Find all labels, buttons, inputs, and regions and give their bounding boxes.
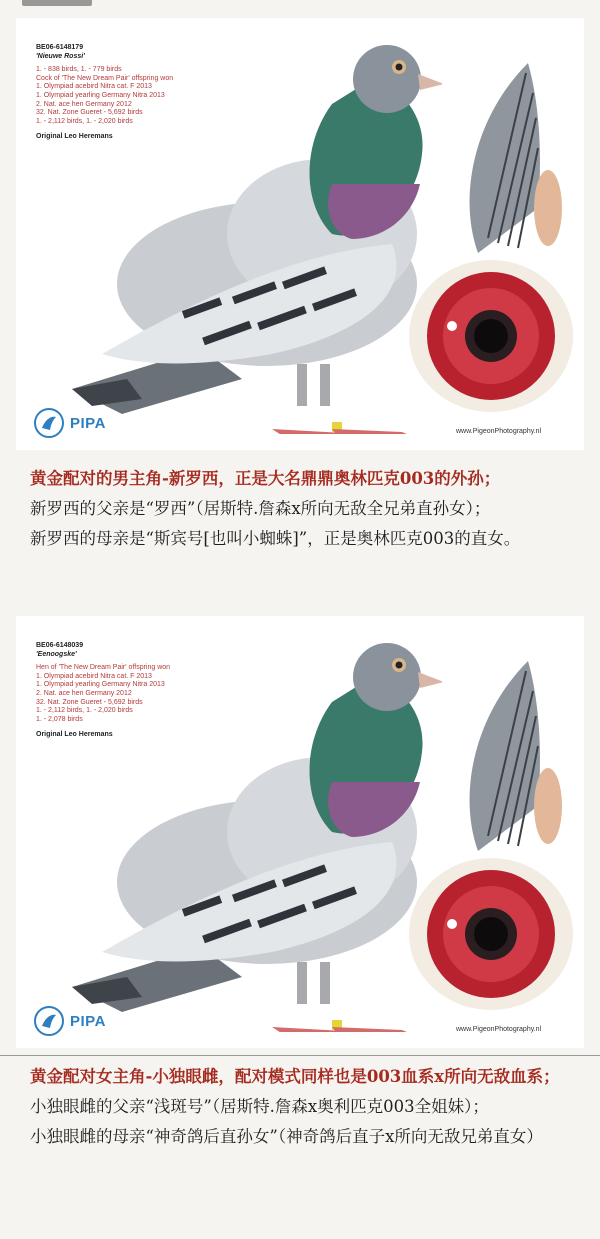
caption-line: 新罗西的母亲是“斯宾号[也叫小蜘蛛]”，正是奥林匹克003的直女。 — [30, 529, 521, 548]
caption-block-2 — [30, 1062, 578, 1152]
result-line: 1. - 2,078 birds — [36, 715, 83, 723]
result-line: Cock of 'The New Dream Pair' offspring won — [36, 74, 174, 82]
wing-photo — [448, 58, 568, 258]
eye-photo — [406, 256, 576, 416]
pipa-bird-icon — [34, 1006, 64, 1036]
caption-line: 新罗西的父亲是“罗西”（居斯特.詹森x所向无敌全兄弟直孙女）； — [30, 499, 491, 518]
pedigree-info — [36, 642, 276, 740]
pipa-bird-icon — [34, 408, 64, 438]
result-line: 1. Olympiad yearling Germany Nitra 2013 — [36, 91, 165, 99]
result-line: 1. - 2,112 birds, 1. - 2,020 birds — [36, 117, 133, 125]
pigeon-photo-card-2[interactable] — [16, 616, 584, 1048]
pigeon-name: 'Nieuwe Rossi' — [36, 52, 85, 60]
caption-block-1 — [30, 464, 578, 554]
wing-photo — [448, 656, 568, 856]
pipa-logo-text: PIPA — [70, 1012, 106, 1030]
caption-line: 小独眼雌的母亲“神奇鸽后直孙女”（神奇鸽后直子x所向无敌兄弟直女） — [30, 1127, 543, 1146]
result-line: 1. Olympiad acebird Nitra cat. F 2013 — [36, 83, 152, 91]
result-line: 32. Nat. Zone Gueret - 5,692 birds — [36, 109, 143, 117]
eye-photo — [406, 854, 576, 1014]
ring-number: BE06-6148039 — [36, 642, 84, 649]
result-line: 1. Olympiad acebird Nitra cat. F 2013 — [36, 672, 152, 680]
cropped-header — [22, 0, 92, 6]
caption-headline: 黄金配对的男主角-新罗西，正是大名鼎鼎奥林匹克003的外孙； — [30, 469, 501, 488]
pipa-logo-text: PIPA — [70, 414, 106, 432]
pipa-logo — [34, 1006, 106, 1036]
pedigree-info — [36, 44, 276, 142]
result-line: 1. - 838 birds, 1. - 779 birds — [36, 66, 122, 74]
result-line: 1. Olympiad yearling Germany Nitra 2013 — [36, 681, 165, 689]
result-line: 2. Nat. ace hen Germany 2012 — [36, 100, 132, 108]
result-line: 1. - 2,112 birds, 1. - 2,020 birds — [36, 707, 133, 715]
breeder-credit: Original Leo Heremans — [36, 133, 113, 141]
ring-number: BE06-6148179 — [36, 44, 84, 51]
photographer-website: www.PigeonPhotography.nl — [456, 428, 542, 435]
pigeon-name: 'Eenoogske' — [36, 650, 77, 658]
pigeon-photo-card-1[interactable] — [16, 18, 584, 450]
caption-line: 小独眼雌的父亲“浅斑号”（居斯特.詹森x奥利匹克003全姐妹）； — [30, 1097, 489, 1116]
pipa-logo — [34, 408, 106, 438]
result-line: Hen of 'The New Dream Pair' offspring won — [36, 664, 171, 672]
result-line: 32. Nat. Zone Gueret - 5,692 birds — [36, 698, 143, 706]
section-divider — [0, 1055, 600, 1056]
breeder-credit: Original Leo Heremans — [36, 731, 113, 739]
result-line: 2. Nat. ace hen Germany 2012 — [36, 689, 132, 697]
caption-headline: 黄金配对女主角-小独眼雌，配对模式同样也是003血系x所向无敌血系； — [30, 1067, 560, 1086]
photographer-website: www.PigeonPhotography.nl — [456, 1026, 542, 1033]
